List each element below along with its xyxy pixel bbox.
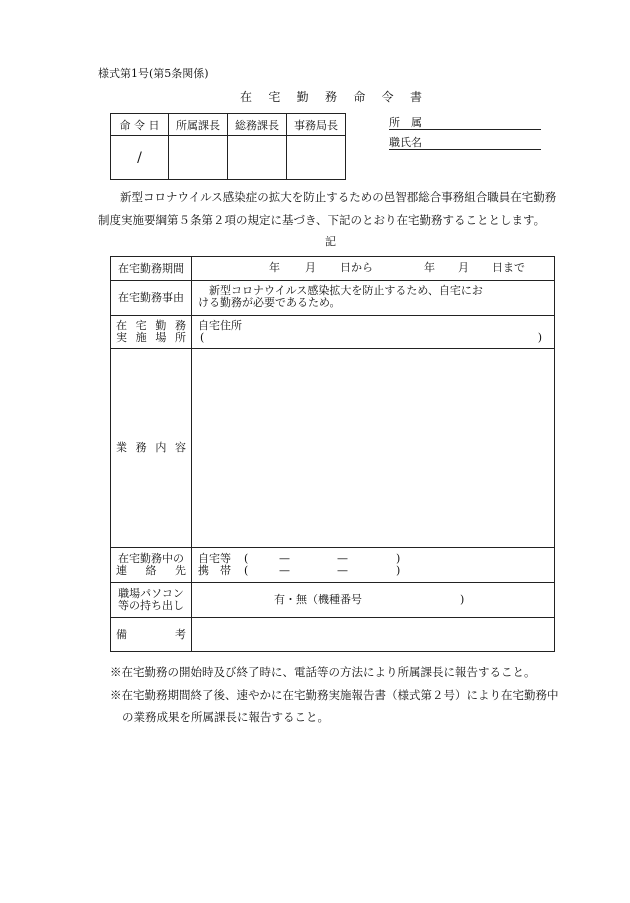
content-value[interactable] xyxy=(192,349,554,547)
note-1: ※在宅勤務の開始時及び終了時に、電話等の方法により所属課長に報告すること。 xyxy=(110,665,536,679)
order-date-cell[interactable] xyxy=(111,136,169,180)
paren-close: ) xyxy=(537,331,542,344)
title-char: 勤 xyxy=(296,90,309,104)
remarks-value[interactable] xyxy=(192,618,554,651)
paren-open: ( xyxy=(200,331,205,344)
place-value[interactable] xyxy=(192,316,554,348)
label-char: 考 xyxy=(175,627,186,641)
period-value[interactable] xyxy=(192,257,554,280)
label-char: 容 xyxy=(174,441,186,454)
note-3: の業務成果を所属課長に報告すること。 xyxy=(122,710,329,724)
reason-line-2: ける勤務が必要であるため。 xyxy=(198,296,341,309)
seal-cell-secretary-general[interactable] xyxy=(287,136,346,180)
date-slash: / xyxy=(137,149,142,166)
ki-mark: 記 xyxy=(325,235,336,248)
label-char: 場 xyxy=(155,331,167,344)
contact-label-line-1: 在宅勤務中の xyxy=(118,552,184,565)
paren-close: ) xyxy=(460,593,465,606)
contact-row xyxy=(111,547,554,582)
period-label: 在宅勤務期間 xyxy=(111,257,192,280)
dash: — xyxy=(279,564,290,577)
reason-line-1: 新型コロナウイルス感染拡大を防止するため、自宅にお xyxy=(209,284,483,297)
title-char: 令 xyxy=(381,90,394,104)
pc-row xyxy=(111,582,554,617)
label-char: 務 xyxy=(174,319,186,332)
from-day: 日から xyxy=(340,261,373,274)
reason-row xyxy=(111,280,554,315)
contact-value[interactable] xyxy=(192,548,554,582)
title-char: 命 xyxy=(353,90,366,104)
label-char: 連 xyxy=(116,564,127,577)
department-label: 所 属 xyxy=(389,116,422,129)
approval-header: 所属課長 xyxy=(169,114,228,136)
dash: — xyxy=(279,552,290,565)
period-row xyxy=(111,257,554,280)
intro-line-2: 制度実施要綱第５条第２項の規定に基づき、下記のとおり在宅勤務することとします。 xyxy=(98,213,546,227)
main-table xyxy=(110,256,555,652)
remarks-row xyxy=(111,617,554,651)
contact-label xyxy=(111,548,192,582)
pc-label xyxy=(111,583,192,617)
mobile-label: 携 帯 xyxy=(198,564,231,577)
to-year: 年 xyxy=(424,261,435,274)
intro-line-1: 新型コロナウイルス感染症の拡大を防止するための邑智郡総合事務組合職員在宅勤務 xyxy=(120,190,557,204)
title-char: 在 xyxy=(240,90,253,104)
label-char: 在 xyxy=(116,319,127,332)
seal-cell-general-affairs[interactable] xyxy=(228,136,287,180)
label-char: 先 xyxy=(175,564,186,577)
content-label xyxy=(111,349,192,547)
approval-table xyxy=(110,113,346,180)
pc-label-line-1: 職場パソコン xyxy=(118,587,184,600)
label-char: 施 xyxy=(135,331,147,344)
paren-open: ( xyxy=(244,564,249,577)
content-row xyxy=(111,348,554,547)
approval-header: 総務課長 xyxy=(228,114,287,136)
label-char: 絡 xyxy=(145,564,157,577)
approval-header: 命 令 日 xyxy=(111,114,169,136)
label-char: 所 xyxy=(174,331,186,344)
label-char: 業 xyxy=(116,441,127,454)
title-char: 宅 xyxy=(268,90,281,104)
name-field[interactable] xyxy=(389,136,541,150)
home-phone-label: 自宅等 xyxy=(198,552,231,565)
paren-open: ( xyxy=(244,552,249,565)
seal-cell-section-chief[interactable] xyxy=(169,136,228,180)
label-char: 勤 xyxy=(155,319,167,332)
label-char: 内 xyxy=(155,441,167,454)
name-label: 職氏名 xyxy=(389,136,422,149)
pc-yes-no: 有・無（機種番号 xyxy=(274,593,362,606)
remarks-label xyxy=(111,618,192,651)
label-char: 宅 xyxy=(135,319,147,332)
from-month: 月 xyxy=(305,261,316,274)
label-char: 備 xyxy=(116,627,127,641)
reason-value xyxy=(192,281,554,315)
to-day: 日まで xyxy=(492,261,525,274)
from-year: 年 xyxy=(269,261,280,274)
document-title xyxy=(240,88,422,105)
title-char: 務 xyxy=(324,90,337,104)
dash: — xyxy=(337,564,348,577)
paren-close: ) xyxy=(396,564,401,577)
to-month: 月 xyxy=(458,261,469,274)
contact-label-line-2 xyxy=(116,565,186,577)
place-label-line-2 xyxy=(116,332,186,344)
department-field[interactable] xyxy=(389,116,541,130)
label-char: 実 xyxy=(116,331,127,344)
place-label xyxy=(111,316,192,348)
home-address-label: 自宅住所 xyxy=(198,319,242,332)
pc-value[interactable] xyxy=(192,583,554,617)
pc-label-line-2: 等の持ち出し xyxy=(118,599,184,612)
note-2: ※在宅勤務期間終了後、速やかに在宅勤務実施報告書（様式第２号）により在宅勤務中 xyxy=(110,688,559,702)
approval-header: 事務局長 xyxy=(287,114,346,136)
reason-label: 在宅勤務事由 xyxy=(111,281,192,315)
paren-close: ) xyxy=(396,552,401,565)
dash: — xyxy=(337,552,348,565)
label-char: 務 xyxy=(135,441,147,454)
title-char: 書 xyxy=(409,90,422,104)
form-number: 様式第1号(第5条関係) xyxy=(98,67,209,80)
place-row xyxy=(111,315,554,348)
